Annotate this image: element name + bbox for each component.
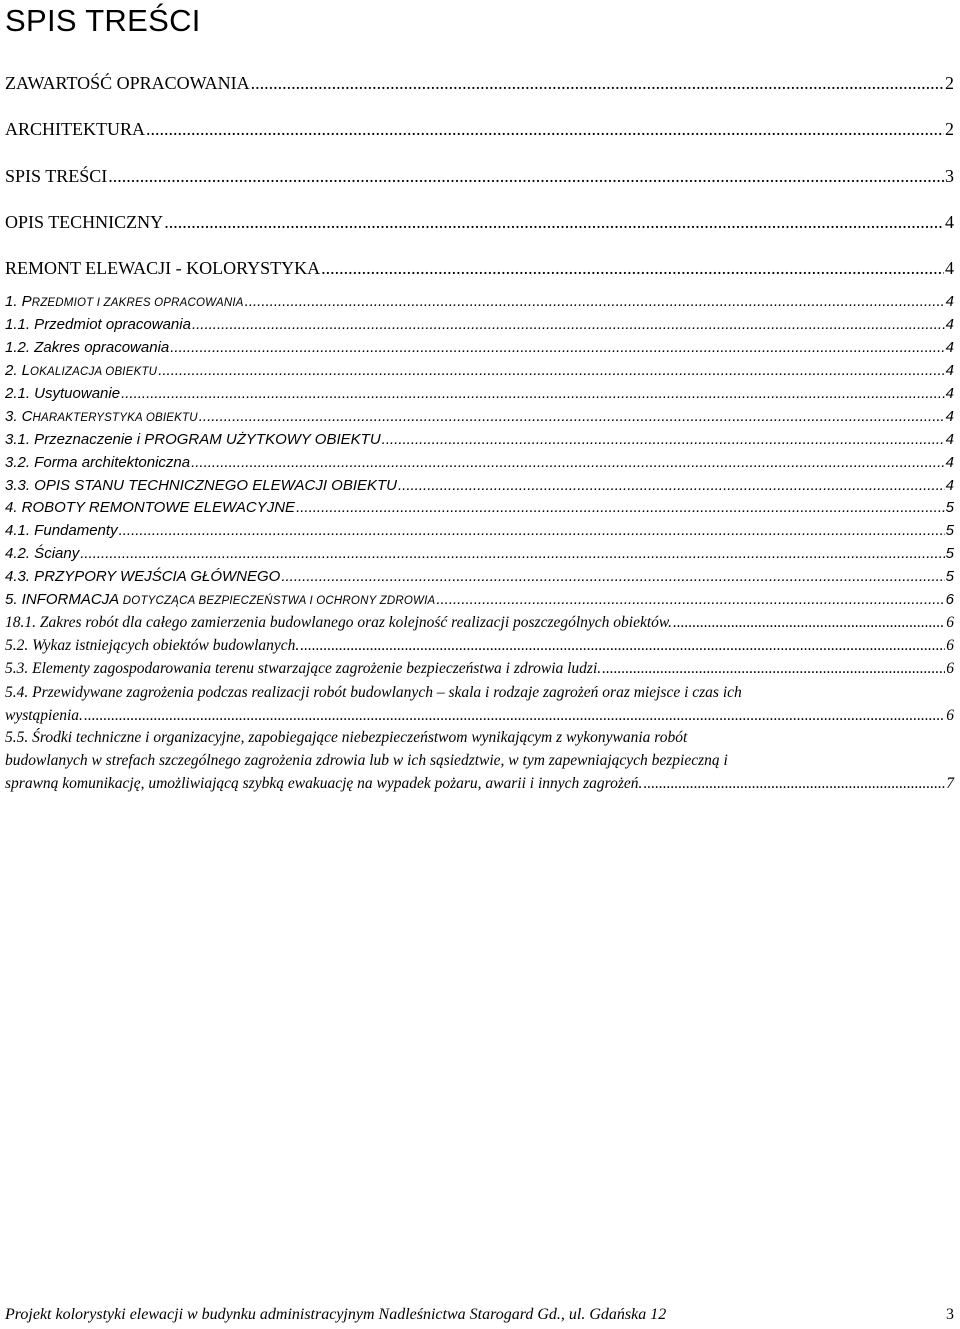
toc-leader xyxy=(158,362,944,379)
toc-entry[interactable] xyxy=(5,119,954,140)
toc-leader xyxy=(382,431,945,448)
toc-entry-text: 2. LOKALIZACJA OBIEKTU xyxy=(5,362,158,379)
toc-entry-text: ZAWARTOŚĆ OPRACOWANIA xyxy=(5,73,250,93)
toc-entry-page: 5 xyxy=(945,499,954,516)
page-footer xyxy=(5,1306,954,1324)
toc-entry[interactable] xyxy=(5,385,954,402)
toc-leader xyxy=(108,166,944,187)
toc-entry-line: sprawną komunikację, umożliwiającą szybką ewakuację na wypadek pożaru, awarii i innych zagrożeń. ..... 7 xyxy=(5,772,954,795)
toc-entry[interactable] xyxy=(5,568,954,585)
toc-entry-page: 2 xyxy=(945,119,954,139)
toc-entry-page: 6 xyxy=(946,707,954,724)
toc-entry-text: 3.3. OPIS STANU TECHNICZNEGO ELEWACJI OBIEKTU xyxy=(5,477,398,494)
toc-entry-text: OPIS TECHNICZNY xyxy=(5,212,164,232)
toc-leader xyxy=(170,339,944,356)
toc-leader xyxy=(398,477,945,494)
toc-entry[interactable] xyxy=(5,660,954,678)
toc-entry-page: 7 xyxy=(946,775,954,792)
toc-leader xyxy=(436,591,944,608)
toc-entry-page: 6 xyxy=(946,637,954,654)
toc-entry-text: 1.1. Przedmiot opracowania xyxy=(5,316,191,333)
toc-entry-page: 3 xyxy=(945,166,954,186)
toc-leader xyxy=(245,293,945,310)
toc-entry-line: budowlanych w strefach szczególnego zagrożenia zdrowia lub w ich sąsiedztwie, w tym zapewniających bezpieczną i xyxy=(5,752,728,769)
toc-entry-page: 4 xyxy=(945,385,954,402)
toc-entry[interactable] xyxy=(5,258,954,279)
toc-leader xyxy=(321,258,944,279)
toc-entry-text: 3.1. Przeznaczenie i PROGRAM UŻYTKOWY OBIEKTU xyxy=(5,431,381,448)
toc-entry-text: SPIS TREŚCI xyxy=(5,166,108,186)
page-title: SPIS TREŚCI xyxy=(5,3,201,38)
toc-entry-line: 5.4. Przewidywane zagrożenia podczas realizacji robót budowlanych – skala i rodzaje zagrożeń oraz miejsce i czas ich xyxy=(5,684,742,701)
toc-leader xyxy=(119,522,945,539)
toc-leader xyxy=(84,704,945,727)
page-number: 3 xyxy=(946,1306,954,1323)
toc-entry[interactable] xyxy=(5,726,954,795)
toc-leader xyxy=(300,637,945,655)
toc-entry[interactable] xyxy=(5,293,954,310)
toc-entry-page: 4 xyxy=(945,212,954,232)
toc-entry-page: 5 xyxy=(945,522,954,539)
toc-entry-text: 4.2. Ściany xyxy=(5,545,80,562)
toc-entry[interactable] xyxy=(5,545,954,562)
toc-entry-text: 5. INFORMACJA DOTYCZĄCA BEZPIECZEŃSTWA I OCHRONY ZDROWIA xyxy=(5,591,436,608)
toc-entry[interactable] xyxy=(5,454,954,471)
toc-leader xyxy=(199,408,945,425)
toc-entry-page: 6 xyxy=(946,660,954,677)
toc-entry[interactable] xyxy=(5,499,954,516)
toc-leader xyxy=(164,212,944,233)
toc-entry[interactable] xyxy=(5,614,954,632)
toc-entry[interactable] xyxy=(5,408,954,425)
toc-entry-text: ARCHITEKTURA xyxy=(5,119,145,139)
toc-entry-page: 4 xyxy=(945,316,954,333)
toc-entry-line: wystąpienia. ..... 6 xyxy=(5,704,954,727)
toc-leader xyxy=(191,454,945,471)
footer-text: Projekt kolorystyki elewacji w budynku administracyjnym Nadleśnictwa Starogard Gd., ul. Gdańska 12 xyxy=(5,1306,667,1323)
toc-leader xyxy=(643,772,945,795)
toc-leader xyxy=(121,385,945,402)
toc-leader xyxy=(80,545,944,562)
toc-entry-page: 4 xyxy=(945,431,954,448)
toc-entry[interactable] xyxy=(5,339,954,356)
toc-entry[interactable] xyxy=(5,681,954,727)
toc-entry-page: 2 xyxy=(945,73,954,93)
toc-entry-text: 3. CHARAKTERYSTYKA OBIEKTU xyxy=(5,408,198,425)
toc-entry-text: REMONT ELEWACJI - KOLORYSTYKA xyxy=(5,258,321,278)
toc-entry-page: 4 xyxy=(945,477,954,494)
toc-entry[interactable] xyxy=(5,637,954,655)
toc-leader xyxy=(281,568,944,585)
toc-leader xyxy=(296,499,945,516)
toc-entry-page: 5 xyxy=(945,568,954,585)
toc-entry-page: 4 xyxy=(945,362,954,379)
toc-entry[interactable] xyxy=(5,166,954,187)
toc-entry[interactable] xyxy=(5,522,954,539)
toc-entry-text: 4. ROBOTY REMONTOWE ELEWACYJNE xyxy=(5,499,296,516)
toc-leader xyxy=(146,119,944,140)
toc-leader xyxy=(602,660,945,678)
toc-entry-page: 4 xyxy=(945,454,954,471)
toc-entry[interactable] xyxy=(5,591,954,608)
toc-entry-text: 4.1. Fundamenty xyxy=(5,522,118,539)
toc-entry-line: 5.5. Środki techniczne i organizacyjne, zapobiegające niebezpieczeństwom wynikającym z wykonywania robót xyxy=(5,729,688,746)
toc-leader xyxy=(673,614,945,632)
toc-entry-text: 1. PRZEDMIOT I ZAKRES OPRACOWANIA xyxy=(5,293,244,310)
toc-entry-page: 4 xyxy=(945,258,954,278)
toc-entry-text: 3.2. Forma architektoniczna xyxy=(5,454,191,471)
toc-entry-text: 18.1. Zakres robót dla całego zamierzenia budowlanego oraz kolejność realizacji poszczególnych obiektów. xyxy=(5,614,672,631)
toc-entry-page: 4 xyxy=(945,293,954,310)
toc-entry-page: 4 xyxy=(945,339,954,356)
toc-entry-page: 5 xyxy=(945,545,954,562)
toc-leader xyxy=(192,316,945,333)
toc-entry-page: 6 xyxy=(946,614,954,631)
toc-entry[interactable] xyxy=(5,477,954,494)
toc-entry-text: 2.1. Usytuowanie xyxy=(5,385,121,402)
toc-entry[interactable] xyxy=(5,362,954,379)
toc-leader xyxy=(251,73,944,94)
toc-entry-text: 1.2. Zakres opracowania xyxy=(5,339,170,356)
toc-entry-text: 4.3. PRZYPORY WEJŚCIA GŁÓWNEGO xyxy=(5,568,281,585)
toc-entry[interactable] xyxy=(5,316,954,333)
toc-entry[interactable] xyxy=(5,212,954,233)
toc-entry-page: 4 xyxy=(945,408,954,425)
toc-entry-text: 5.3. Elementy zagospodarowania terenu stwarzające zagrożenie bezpieczeństwa i zdrowia ludzi. xyxy=(5,660,602,677)
toc-entry-page: 6 xyxy=(945,591,954,608)
toc-entry-text: 5.2. Wykaz istniejących obiektów budowlanych. xyxy=(5,637,300,654)
toc-entry[interactable] xyxy=(5,73,954,94)
toc-entry[interactable] xyxy=(5,431,954,448)
